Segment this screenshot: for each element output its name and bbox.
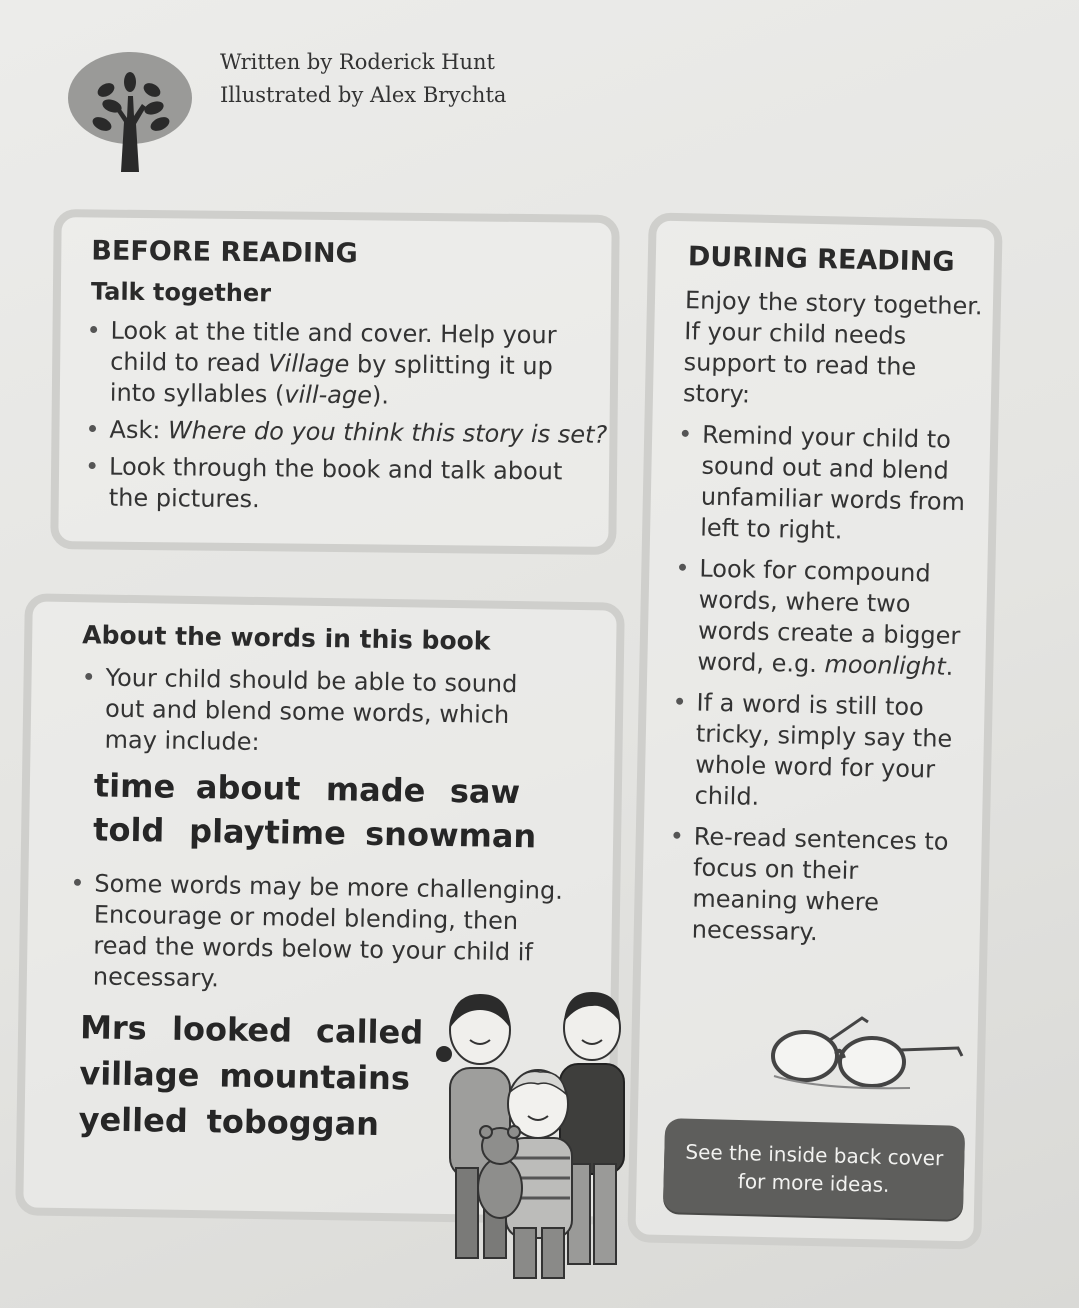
more-ideas-line-2: for more ideas. xyxy=(737,1169,890,1197)
before-reading-list xyxy=(85,315,608,518)
during-reading-intro: Enjoy the story together. If your child needs support to read the story: xyxy=(682,286,983,409)
list-item: • Your child should be able to sound out and blend some words, which may include: xyxy=(80,662,541,762)
decodable-intro xyxy=(80,662,541,762)
tricky-words-row-2 xyxy=(79,1054,410,1097)
tricky-word: yelled xyxy=(78,1100,189,1140)
list-item: • Remind your child to sound out and blend unfamiliar words from left to right. xyxy=(676,419,979,549)
decodable-word: about xyxy=(195,768,301,808)
tricky-word: mountains xyxy=(219,1056,411,1098)
tree-logo xyxy=(66,50,196,180)
decodable-word: time xyxy=(93,766,176,806)
decodable-word: told xyxy=(92,810,165,850)
illustrator-credit: Illustrated by Alex Brychta xyxy=(220,83,507,107)
before-reading-heading: BEFORE READING xyxy=(91,235,358,270)
decodable-word: made xyxy=(325,770,426,810)
about-words-heading: About the words in this book xyxy=(82,620,491,656)
list-item: • Look for compound words, where two words create a bigger word, e.g. moonlight. xyxy=(673,553,976,683)
during-reading-heading: DURING READING xyxy=(687,241,955,278)
list-item: • Some words may be more challenging. Encourage or model blending, then read the words below to your child if necessary. xyxy=(69,868,571,1000)
decodable-word: playtime xyxy=(188,811,347,853)
children-with-teddy-icon xyxy=(430,988,650,1288)
list-item: • Ask: Where do you think this story is set? xyxy=(85,414,585,450)
glasses-illustration xyxy=(760,1006,970,1100)
decodable-words-row-2 xyxy=(93,810,537,855)
tree-icon xyxy=(66,50,196,180)
tricky-words-row-1 xyxy=(80,1008,424,1051)
tricky-word: toboggan xyxy=(206,1102,380,1143)
tricky-word: called xyxy=(315,1011,424,1052)
list-item: • Re-read sentences to focus on their meaning where necessary. xyxy=(667,821,970,951)
list-item: • Look at the title and cover. Help your child to read Village by splitting it up into syllables (vill-age). xyxy=(86,315,587,413)
decodable-word: saw xyxy=(449,772,521,812)
glasses-icon xyxy=(760,1006,970,1096)
tricky-word: looked xyxy=(171,1009,293,1050)
decodable-words-row-1 xyxy=(94,766,521,811)
tricky-word: village xyxy=(79,1054,200,1095)
list-item: • Look through the book and talk about the pictures. xyxy=(85,451,586,518)
more-ideas-badge xyxy=(663,1118,965,1220)
before-reading-panel xyxy=(50,209,620,555)
decodable-word: snowman xyxy=(364,814,537,856)
list-item: • If a word is still too tricky, simply say the whole word for your child. xyxy=(670,687,973,817)
talk-together-subheading: Talk together xyxy=(90,277,272,308)
tricky-intro xyxy=(69,868,571,1000)
during-reading-list xyxy=(667,419,978,951)
more-ideas-line-1: See the inside back cover xyxy=(685,1139,944,1171)
tricky-word: Mrs xyxy=(79,1008,148,1048)
credits xyxy=(220,46,506,112)
tricky-words-row-3 xyxy=(78,1100,379,1143)
children-illustration xyxy=(430,988,650,1292)
author-credit: Written by Roderick Hunt xyxy=(220,50,495,74)
